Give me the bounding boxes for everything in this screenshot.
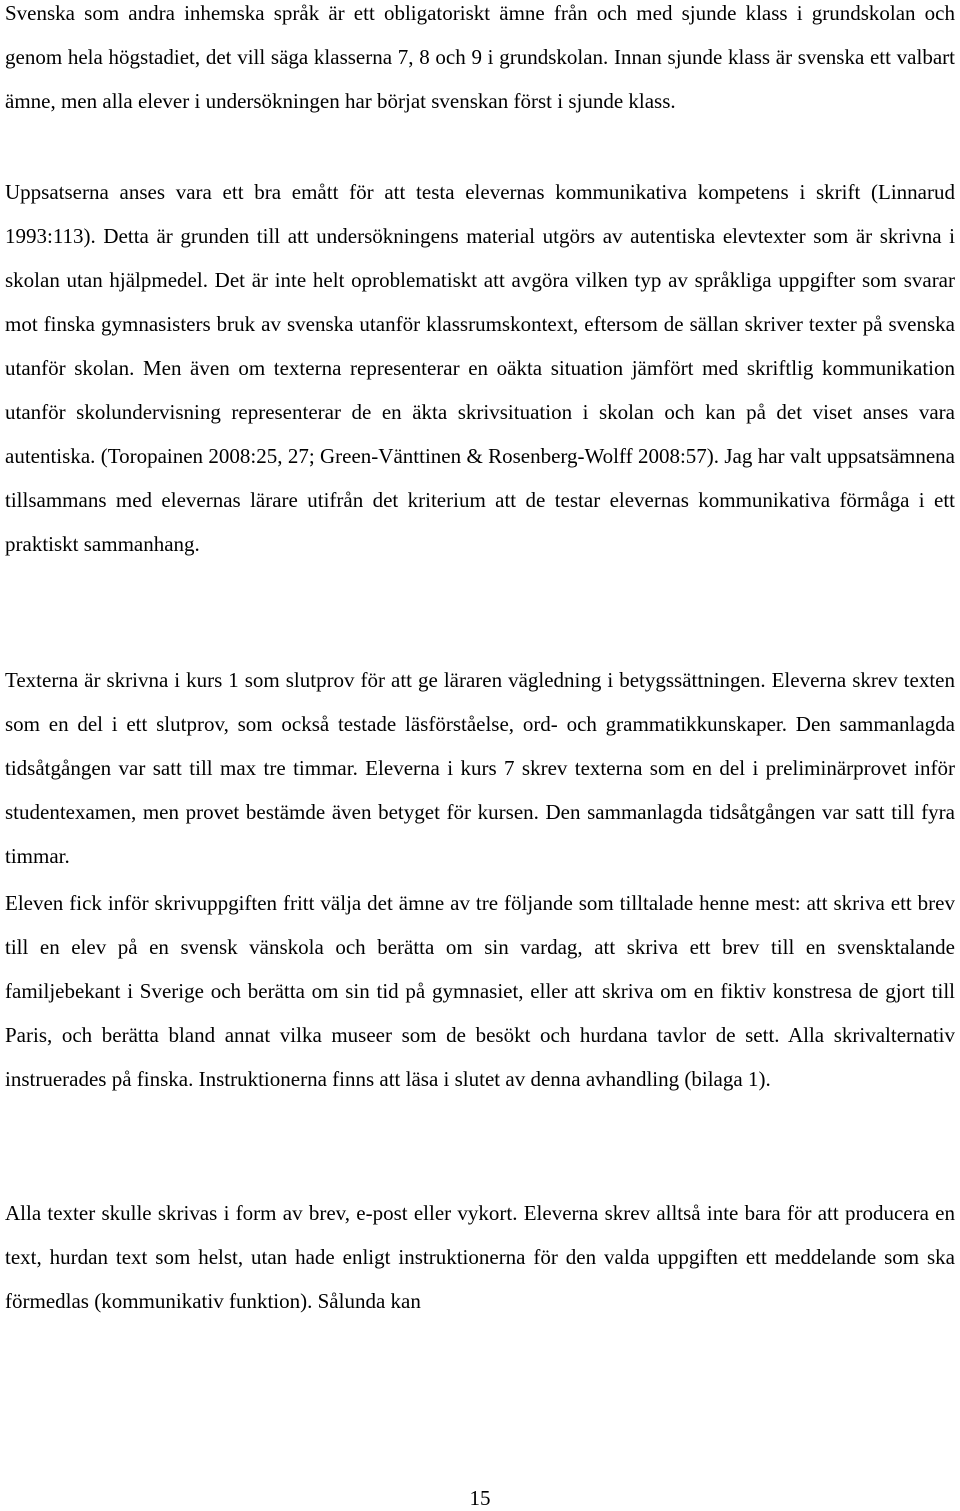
paragraph-1: Svenska som andra inhemska språk är ett obligatoriskt ämne från och med sjunde klass i grundskolan och genom hela högstadiet, det vill säga klasserna 7, 8 och 9 i grundskolan. Innan sjunde klass är svenska ett valbart ämne, men alla elever i undersökningen har börjat svenskan först i sjunde klass.: [5, 1, 955, 113]
paragraph-4: Eleven fick inför skrivuppgiften fritt välja det ämne av tre följande som tilltalade henne mest: att skriva ett brev till en elev på en svensk vänskola och berätta om sin vardag, att skriva ett brev till en svensktalande familjebekant i Sverige och berätta om sin tid på gymnasiet, eller att skriva om en fiktiv konstresa de gjort till Paris, och berätta bland annat vilka museer som de besökt och hurdana tavlor de sett. Alla skrivalternativ instruerades på finska. Instruktionerna finns att läsa i slutet av denna avhandling (bilaga 1).: [5, 891, 955, 1091]
paragraph-5: Alla texter skulle skrivas i form av brev, e-post eller vykort. Eleverna skrev alltså inte bara för att producera en text, hurdan text som helst, utan hade enligt instruktionerna för den valda uppgiften ett meddelande som ska förmedlas (kommunikativ funktion). Sålunda kan: [5, 1201, 955, 1313]
page-number: 15: [469, 1486, 491, 1510]
paragraph-2: Uppsatserna anses vara ett bra emått för att testa elevernas kommunikativa kompetens i skrift (Linnarud 1993:113). Detta är grunden till att undersökningens material utgörs av autentiska elevtexter som är skrivna i skolan utan hjälpmedel. Det är inte helt oproblematiskt att avgöra vilken typ av språkliga uppgifter som svarar mot finska gymnasisters bruk av svenska utanför klassrumskontext, eftersom de sällan skriver texter på svenska utanför skolan. Men även om texterna representerar en oäkta situation jämfört med skriftlig kommunikation utanför skolundervisning representerar de en äkta skrivsituation i skolan och kan på det viset anses vara autentiska. (Toropainen 2008:25, 27; Green-Vänttinen & Rosenberg-Wolff 2008:57). Jag har valt uppsatsämnena tillsammans med elevernas lärare utifrån det kriterium att de testar elevernas kommunikativa förmåga i ett praktiskt sammanhang.: [5, 180, 955, 556]
paragraph-3: Texterna är skrivna i kurs 1 som slutprov för att ge läraren vägledning i betygssättningen. Eleverna skrev texten som en del i ett slutprov, som också testade läsförståelse, ord- och grammatikkunskaper. Den sammanlagda tidsåtgången var satt till max tre timmar. Eleverna i kurs 7 skrev texterna som en del i preliminärprovet inför studentexamen, men provet bestämde även betyget för kursen. Den sammanlagda tidsåtgången var satt till fyra timmar.: [5, 668, 955, 868]
